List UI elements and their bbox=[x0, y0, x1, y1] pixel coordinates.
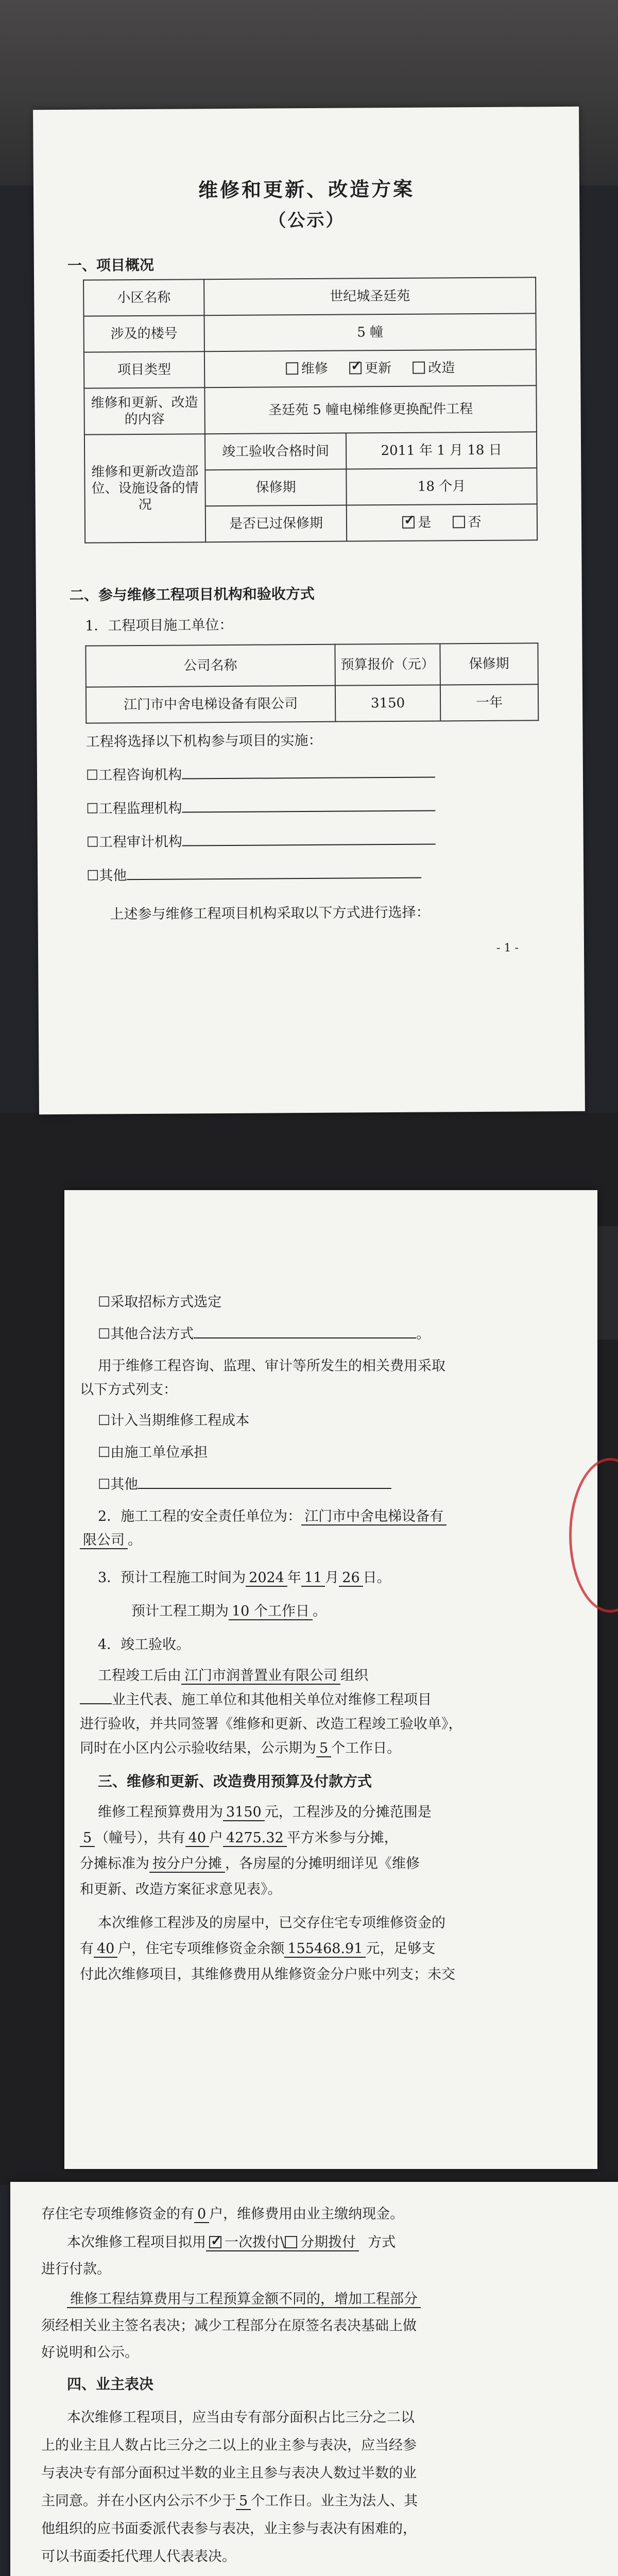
start-day: 26 bbox=[339, 1570, 363, 1587]
col-company: 公司名称 bbox=[85, 645, 335, 687]
section-heading-3: 三、维修和更新、改造费用预算及付款方式 bbox=[98, 1773, 372, 1790]
budget-households-text: 户 bbox=[209, 1830, 224, 1846]
note-settlement: 维修工程结算费用与工程预算金额不同的，增加工程部分 bbox=[67, 2291, 421, 2308]
fee-option-other bbox=[98, 1476, 391, 1494]
method-intro: 上述参与维修工程项目机构采取以下方式进行选择： bbox=[110, 904, 430, 923]
checkbox-lump-sum bbox=[209, 2236, 221, 2248]
payment-line2: 进行付款。 bbox=[41, 2261, 111, 2277]
document-page-3 bbox=[10, 2182, 618, 2576]
payment-option-lump-sum: 一次拨付 bbox=[225, 2234, 280, 2250]
company-name: 江门市中舍电梯设备有限公司 bbox=[86, 686, 335, 723]
budget-detail-text: ，各房屋的分摊明细详见《维修 bbox=[225, 1856, 420, 1872]
acceptance-line3: 进行验收，并共同签署《维修和更新、改造工程竣工验收单》， bbox=[80, 1716, 462, 1732]
content-value: 圣廷苑 5 幢电梯维修更换配件工程 bbox=[204, 385, 537, 434]
acceptance-participants: 业主代表、施工单位和其他相关单位对维修工程项目 bbox=[112, 1692, 432, 1708]
institution-label: 其他 bbox=[99, 868, 127, 884]
page-number: - 1 - bbox=[496, 941, 519, 955]
schedule-prefix: 3．预计工程施工时间为 bbox=[98, 1570, 246, 1586]
safety-unit-suffix: 。 bbox=[128, 1532, 142, 1548]
completion-value: 2011 年 1 月 18 日 bbox=[346, 432, 537, 469]
warranty-value: 18 个月 bbox=[346, 468, 537, 505]
budget-area-text: 平方米参与分摊， bbox=[286, 1830, 398, 1846]
acceptance-heading: 4．竣工验收。 bbox=[98, 1637, 191, 1653]
unit-intro: 1．工程项目施工单位： bbox=[85, 617, 233, 634]
checkbox-no bbox=[453, 516, 465, 528]
option-other-label: ☐其他合法方式 bbox=[98, 1326, 194, 1342]
warranty-label: 保修期 bbox=[205, 469, 346, 506]
fee-option-contractor: ☐由施工单位承担 bbox=[98, 1445, 208, 1461]
acceptance-organize: 组织 bbox=[340, 1668, 368, 1684]
checkbox-repair bbox=[286, 362, 298, 375]
vote-line1: 本次维修工程项目，应当由专有部分面积占比三分之二以 bbox=[67, 2410, 415, 2426]
duration-value: 10 个工作日 bbox=[229, 1603, 313, 1620]
vote-publicity-days: 5 bbox=[236, 2493, 251, 2510]
institution-label: 工程咨询机构 bbox=[98, 767, 182, 784]
note-line3: 好说明和公示。 bbox=[41, 2345, 139, 2361]
content-label: 维修和更新、改造的内容 bbox=[84, 387, 205, 434]
checkbox-yes bbox=[402, 516, 415, 529]
budget-line4: 和更新、改造方案征求意见表》。 bbox=[80, 1882, 282, 1897]
safety-unit-company: 江门市中舍电梯设备有 bbox=[301, 1509, 447, 1526]
document-page-2 bbox=[64, 1190, 597, 2169]
budget-units-text: （幢号），共有 bbox=[95, 1830, 185, 1846]
fee-option-other-label: ☐其他 bbox=[98, 1477, 139, 1493]
select-intro: 工程将选择以下机构参与项目的实施： bbox=[85, 732, 322, 750]
safety-unit-company-end: 限公司 bbox=[80, 1532, 128, 1549]
company-warranty: 一年 bbox=[440, 684, 538, 721]
schedule-line: 3．预计工程施工时间为 2024 年 11 月 26 日。 bbox=[98, 1570, 391, 1586]
overdue-options bbox=[347, 504, 537, 541]
option-other-method: ☐其他合法方式 。 bbox=[98, 1326, 431, 1342]
community-label: 小区名称 bbox=[83, 279, 204, 316]
company-budget: 3150 bbox=[335, 685, 440, 721]
vote-line6: 可以书面委托代理人代表表决。 bbox=[41, 2549, 236, 2565]
payment-suffix: 方式 bbox=[368, 2234, 396, 2250]
budget-prefix: 维修工程预算费用为 bbox=[98, 1804, 223, 1820]
duration-prefix: 预计工程工期为 bbox=[131, 1603, 229, 1619]
vote-line4 bbox=[41, 2492, 418, 2511]
payment-option-installment: 分期拨付 bbox=[300, 2234, 356, 2250]
vote-line5: 他组织的应书面委派代表参与表决，业主参与表决有困难的， bbox=[41, 2521, 417, 2537]
document-page-1 bbox=[33, 107, 585, 1114]
vote-line3: 与表决专有部分面积过半数的业主且参与表决人数过半数的业 bbox=[41, 2465, 417, 2481]
type-options bbox=[204, 349, 536, 387]
col-warranty: 保修期 bbox=[440, 643, 538, 685]
company-stamp-partial bbox=[569, 1458, 618, 1613]
payment-options: ✓ 一次拨付\ 分期拨付 bbox=[206, 2234, 359, 2251]
fee-option-cost: ☐计入当期维修工程成本 bbox=[98, 1413, 250, 1429]
budget-range-text: 元，工程涉及的分摊范围是 bbox=[264, 1804, 432, 1820]
safety-unit-line2 bbox=[80, 1531, 142, 1550]
institution-item: ☐工程咨询机构 bbox=[86, 765, 435, 785]
budget-area: 4275.32 bbox=[223, 1830, 287, 1847]
building-value: 5 幢 bbox=[204, 313, 536, 351]
checkbox-update bbox=[349, 362, 362, 374]
acceptance-prefix: 工程竣工后由 bbox=[98, 1668, 181, 1684]
building-label: 涉及的楼号 bbox=[84, 315, 204, 352]
fee-intro-line2: 以下方式列支： bbox=[80, 1382, 177, 1398]
col-budget: 预算报价（元） bbox=[335, 643, 440, 685]
acceptance-line4 bbox=[80, 1739, 401, 1758]
option-tender: ☐采取招标方式选定 bbox=[98, 1294, 222, 1310]
budget-amount: 3150 bbox=[223, 1804, 265, 1821]
duration-line: 预计工程工期为 10 个工作日 。 bbox=[131, 1603, 327, 1619]
type-option-renovate: 改造 bbox=[428, 360, 455, 376]
cash-suffix: 户，维修费用由业主缴纳现金。 bbox=[209, 2206, 404, 2222]
overdue-option-yes: 是 bbox=[418, 515, 432, 531]
fund-balance-suffix: 元，足够支 bbox=[366, 1941, 436, 1957]
acceptance-line1 bbox=[98, 1667, 368, 1685]
section-heading-2: 二、参与维修工程项目机构和验收方式 bbox=[69, 585, 315, 604]
institution-item: ☐工程审计机构 bbox=[87, 832, 436, 852]
cash-count: 0 bbox=[194, 2206, 209, 2223]
payment-prefix: 本次维修工程项目拟用 bbox=[67, 2234, 206, 2250]
note-line2: 须经相关业主签名表决；减少工程部分在原签名表决基础上做 bbox=[41, 2318, 417, 2334]
type-label: 项目类型 bbox=[84, 351, 204, 388]
fund-line1: 本次维修工程涉及的房屋中，已交存住宅专项维修资金的 bbox=[98, 1915, 445, 1931]
start-month: 11 bbox=[301, 1570, 325, 1587]
construction-unit-table bbox=[85, 642, 539, 723]
type-option-repair: 维修 bbox=[301, 361, 328, 377]
community-value: 世纪城圣廷苑 bbox=[204, 277, 536, 315]
start-year: 2024 bbox=[246, 1570, 287, 1587]
institution-label: 工程审计机构 bbox=[98, 834, 183, 851]
vote-publicity-prefix: 主同意。并在小区内公示不少于 bbox=[41, 2493, 236, 2509]
fund-line3: 付此次维修项目，其维修费用从维修资金分户账中列支；未交 bbox=[80, 1967, 455, 1982]
page-title: 维修和更新、改造方案 bbox=[198, 177, 415, 202]
completion-label: 竣工验收合格时间 bbox=[205, 433, 346, 470]
fund-count: 40 bbox=[94, 1941, 117, 1958]
institution-item: ☐其他 bbox=[87, 865, 421, 886]
budget-units: 5 bbox=[80, 1830, 95, 1847]
section-heading-1: 一、项目概况 bbox=[67, 256, 154, 274]
page-subtitle: （公示） bbox=[268, 210, 345, 231]
institution-item: ☐工程监理机构 bbox=[86, 798, 435, 819]
publicity-suffix: 个工作日。 bbox=[331, 1740, 401, 1756]
fund-balance: 155468.91 bbox=[284, 1941, 366, 1958]
institution-label: 工程监理机构 bbox=[98, 800, 182, 817]
budget-method-prefix: 分摊标准为 bbox=[80, 1856, 149, 1872]
cash-prefix: 存住宅专项维修资金的有 bbox=[41, 2206, 194, 2222]
vote-line2: 上的业主且人数占比三分之二以上的业主参与表决，应当经参 bbox=[41, 2437, 417, 2453]
note-line1 bbox=[67, 2290, 421, 2309]
budget-line1 bbox=[98, 1803, 432, 1822]
overdue-option-no: 否 bbox=[468, 514, 482, 531]
checkbox-installment bbox=[285, 2236, 297, 2248]
checkbox-renovate bbox=[413, 362, 425, 374]
budget-households: 40 bbox=[185, 1830, 209, 1847]
budget-line3 bbox=[80, 1855, 420, 1873]
safety-unit-prefix: 2．施工工程的安全责任单位为： bbox=[98, 1509, 302, 1524]
cash-line bbox=[41, 2205, 404, 2224]
fund-line2: 有 40 户，住宅专项维修资金余额 155468.91 元，足够支 bbox=[80, 1941, 436, 1957]
budget-method: 按分户分摊 bbox=[149, 1856, 225, 1873]
facility-label: 维修和更新改造部位、设施设备的情况 bbox=[84, 434, 205, 543]
acceptance-line2 bbox=[80, 1691, 432, 1709]
safety-unit-line bbox=[98, 1507, 447, 1526]
payment-line bbox=[67, 2233, 396, 2252]
acceptance-organizer: 江门市润普置业有限公司 bbox=[181, 1668, 340, 1685]
overdue-label: 是否已过保修期 bbox=[205, 505, 347, 543]
budget-line2 bbox=[80, 1829, 398, 1848]
project-overview-table bbox=[83, 277, 538, 543]
publicity-days: 5 bbox=[316, 1740, 331, 1757]
type-option-update: 更新 bbox=[365, 361, 392, 377]
fee-intro-line1: 用于维修工程咨询、监理、审计等所发生的相关费用采取 bbox=[98, 1358, 445, 1374]
fund-balance-prefix: 户，住宅专项维修资金余额 bbox=[117, 1941, 285, 1957]
publicity-prefix: 同时在小区内公示验收结果，公示期为 bbox=[80, 1740, 316, 1756]
vote-publicity-suffix: 个工作日。业主为法人、其 bbox=[251, 2493, 418, 2509]
section-heading-4: 四、业主表决 bbox=[67, 2376, 154, 2393]
